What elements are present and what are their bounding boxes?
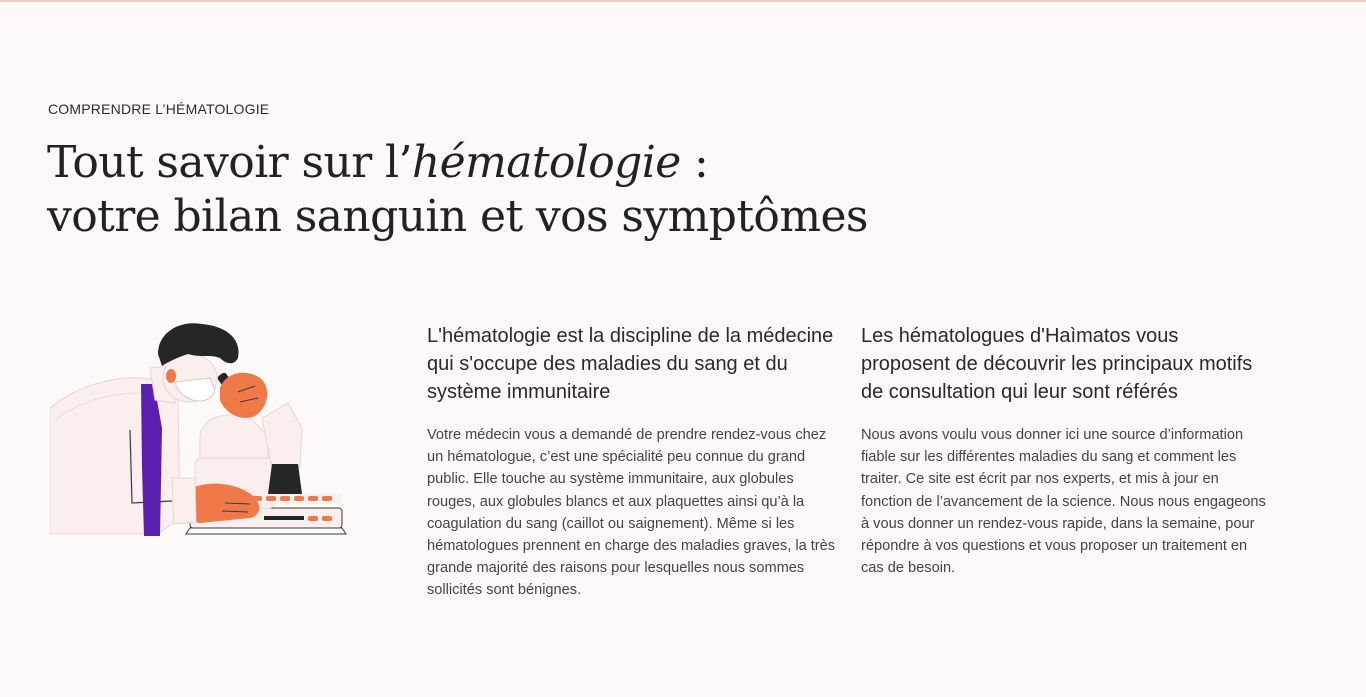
title-line2: votre bilan sanguin et vos symptômes: [47, 191, 868, 242]
column-body: Votre médecin vous a demandé de prendre rendez-vous chez un hématologue, c’est une spécialité peu connue du grand public. Elle touche au système immunitaire, aux globules rouges, aux globules blancs et aux plaquettes ainsi qu’à la coagulation du sang (caillot ou saignement). Même si les hématologues prennent en charge des maladies graves, la très grande majorité des raisons pour lesquelles nous sommes sollicités sont bénignes.: [427, 427, 836, 599]
column-heading: Les hématologues d'Haìmatos vous proposent de découvrir les principaux motifs de consultation qui leur sont référés: [861, 325, 1253, 403]
title-part2: :: [680, 137, 709, 188]
intro-column-discipline: [427, 322, 837, 602]
page-title: [47, 136, 947, 244]
column-heading: L'hématologie est la discipline de la médecine qui s'occupe des maladies du sang et du système immunitaire: [427, 325, 834, 403]
column-body: Nous avons voulu vous donner ici une source d’information fiable sur les différentes maladies du sang et comment les traiter. Ce site est écrit par nos experts, et mis à jour en fonction de l’avancement de la science. Nous nous engageons à vous donner un rendez-vous rapide, dans la semaine, pour répondre à vos questions et vous proposer un traitement en cas de besoin.: [861, 427, 1266, 577]
intro-column-consultation: [861, 322, 1271, 579]
section-eyebrow: COMPRENDRE L’HÉMATOLOGIE: [48, 101, 270, 117]
scientist-microscope-illustration: [50, 318, 350, 540]
title-part1: Tout savoir sur l’: [47, 137, 412, 188]
title-emphasis: hématologie: [411, 137, 681, 188]
